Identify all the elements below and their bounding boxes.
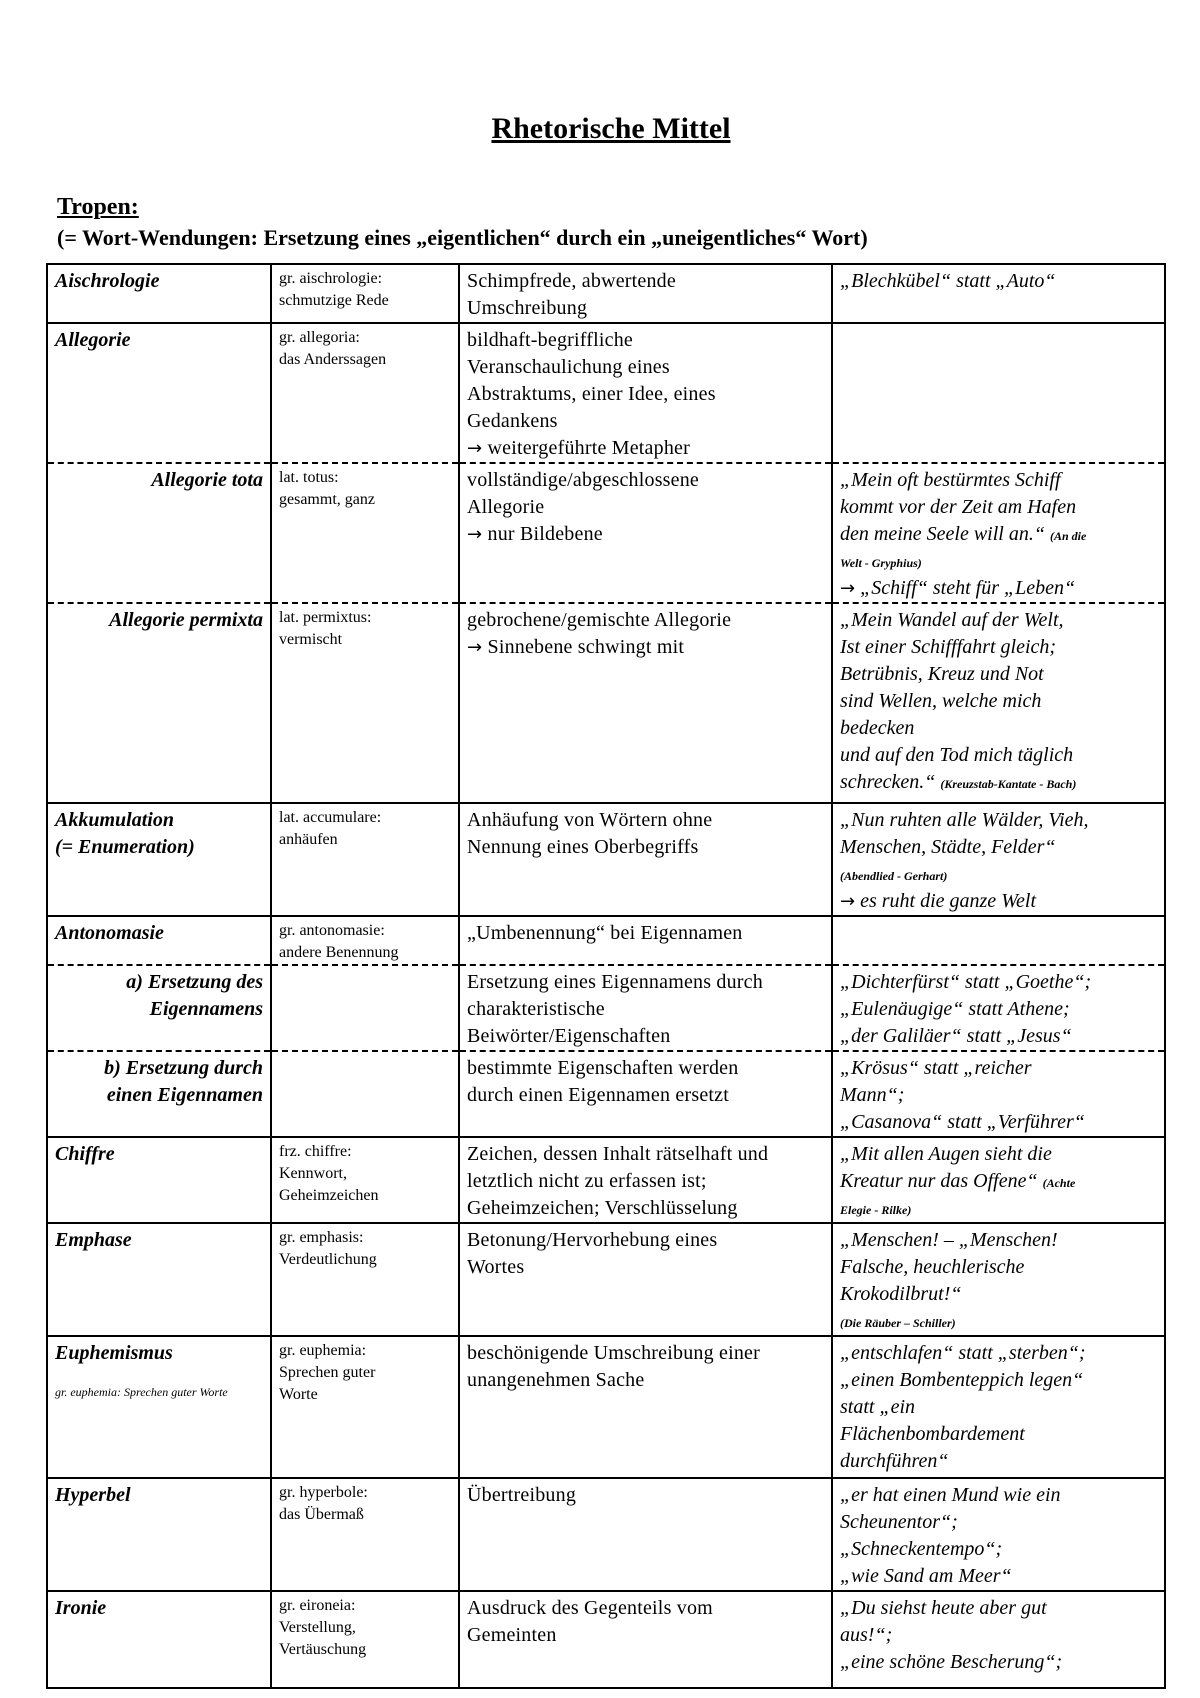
description-line: Wortes	[467, 1256, 525, 1278]
term-name	[55, 807, 263, 861]
term-name	[55, 1595, 263, 1622]
etymology-line: das Übermaß	[279, 1506, 364, 1523]
example-source: Welt - Gryphius)	[840, 556, 922, 570]
example-text: Kreatur nur das Offene“	[840, 1170, 1038, 1192]
example-line	[840, 1168, 1157, 1195]
example-text: Krokodilbrut!“	[840, 1283, 962, 1305]
example-line	[840, 807, 1157, 834]
example-line	[840, 1254, 1157, 1281]
example-text: schrecken.“	[840, 771, 936, 793]
term-cell	[47, 916, 271, 965]
example-line	[840, 1195, 1157, 1222]
term-cell	[47, 1137, 271, 1223]
example-text: „Eulenäugige“ statt Athene;	[840, 998, 1070, 1020]
example-text: „Dichterfürst“ statt „Goethe“;	[840, 971, 1092, 993]
example-line	[840, 1082, 1157, 1109]
example-line	[840, 575, 1157, 602]
example-line	[840, 1055, 1157, 1082]
etymology-line: Geheimzeichen	[279, 1187, 379, 1204]
etymology-line: schmutzige Rede	[279, 292, 389, 309]
example-text: „Mit allen Augen sieht die	[840, 1143, 1052, 1165]
example-source: (Achte	[1042, 1176, 1076, 1190]
description-cell	[459, 1336, 832, 1478]
etymology-line: frz. chiffre:	[279, 1143, 352, 1160]
example-text: „Blechkübel“ statt „Auto“	[840, 270, 1056, 292]
term-line: Allegorie permixta	[109, 609, 263, 631]
etymology-cell	[271, 916, 459, 965]
etymology-line: gr. aischrologie:	[279, 270, 383, 287]
term-cell	[47, 463, 271, 603]
example-text: „Schiff“ steht für „Leben“	[860, 577, 1076, 599]
description-cell	[459, 264, 832, 323]
etymology-line: gr. allegoria:	[279, 329, 360, 346]
example-cell	[832, 1223, 1165, 1336]
etymology-line: gr. euphemia:	[279, 1342, 367, 1359]
description-line: durch einen Eigennamen ersetzt	[467, 1084, 729, 1106]
example-source: (Abendlied - Gerhart)	[840, 869, 948, 883]
etymology-line: das Anderssagen	[279, 351, 387, 368]
term-line: Chiffre	[55, 1143, 115, 1165]
example-line	[840, 521, 1157, 548]
description-line: Übertreibung	[467, 1484, 577, 1506]
term-line: Hyperbel	[55, 1484, 131, 1506]
description-line: Betonung/Hervorhebung eines	[467, 1229, 718, 1251]
example-cell	[832, 965, 1165, 1051]
term-cell	[47, 603, 271, 803]
table-row	[47, 603, 1165, 803]
term-name	[55, 467, 263, 494]
example-line	[840, 634, 1157, 661]
example-cell	[832, 603, 1165, 803]
description-cell	[459, 1051, 832, 1137]
term-line: Eigennamens	[149, 998, 263, 1020]
etymology-cell	[271, 965, 459, 1051]
example-text: bedecken	[840, 717, 915, 739]
example-text: kommt vor der Zeit am Hafen	[840, 496, 1077, 518]
table-row	[47, 323, 1165, 463]
description-line	[467, 521, 824, 548]
etymology-line: lat. totus:	[279, 469, 339, 486]
example-text: „der Galiläer“ statt „Jesus“	[840, 1025, 1072, 1047]
etymology-line: Verdeutlichung	[279, 1251, 377, 1268]
example-cell	[832, 1591, 1165, 1688]
example-line	[840, 1563, 1157, 1590]
description-line: Ausdruck des Gegenteils vom	[467, 1597, 713, 1619]
example-cell	[832, 1051, 1165, 1137]
example-line	[840, 688, 1157, 715]
example-text: „Du siehst heute aber gut	[840, 1597, 1047, 1619]
description-line: „Umbenennung“ bei Eigennamen	[467, 922, 743, 944]
term-line: (= Enumeration)	[55, 836, 195, 858]
description-cell	[459, 965, 832, 1051]
description-line: Anhäufung von Wörtern ohne	[467, 809, 713, 831]
description-line: Gedankens	[467, 410, 558, 432]
table-row	[47, 1137, 1165, 1223]
table-row	[47, 264, 1165, 323]
etymology-line: gesammt, ganz	[279, 491, 375, 508]
description-cell	[459, 1223, 832, 1336]
example-line	[840, 1448, 1157, 1475]
description-cell	[459, 463, 832, 603]
term-line: Emphase	[55, 1229, 132, 1251]
example-cell	[832, 264, 1165, 323]
example-text: „wie Sand am Meer“	[840, 1565, 1012, 1587]
description-line: gebrochene/gemischte Allegorie	[467, 609, 732, 631]
example-line	[840, 715, 1157, 742]
description-line: Abstraktums, einer Idee, eines	[467, 383, 716, 405]
example-text: „Mein oft bestürmtes Schiff	[840, 469, 1061, 491]
etymology-line: gr. eironeia:	[279, 1597, 356, 1614]
term-line: Aischrologie	[55, 270, 160, 292]
etymology-line: gr. emphasis:	[279, 1229, 364, 1246]
example-line	[840, 1394, 1157, 1421]
rhetoric-table-body	[47, 264, 1165, 1688]
example-source: (Die Räuber – Schiller)	[840, 1316, 956, 1330]
description-line: Umschreibung	[467, 297, 588, 319]
example-line	[840, 1281, 1157, 1308]
example-text: den meine Seele will an.“	[840, 523, 1045, 545]
description-text: Sinnebene schwingt mit	[487, 636, 685, 658]
table-row	[47, 1336, 1165, 1478]
table-row	[47, 1591, 1165, 1688]
example-source: (Kreuzstab-Kantate - Bach)	[940, 777, 1077, 791]
example-line	[840, 494, 1157, 521]
etymology-cell	[271, 1223, 459, 1336]
example-text: „Mein Wandel auf der Welt,	[840, 609, 1064, 631]
example-text: sind Wellen, welche mich	[840, 690, 1042, 712]
description-text: nur Bildebene	[487, 523, 603, 545]
etymology-line: vermischt	[279, 631, 343, 648]
description-cell	[459, 916, 832, 965]
example-line	[840, 834, 1157, 861]
term-cell	[47, 1223, 271, 1336]
example-line	[840, 1023, 1157, 1050]
term-cell	[47, 1336, 271, 1478]
description-text: weitergeführte Metapher	[487, 437, 690, 459]
etymology-line: Verstellung,	[279, 1619, 356, 1636]
example-line	[840, 1649, 1157, 1676]
example-line	[840, 467, 1157, 494]
example-line	[840, 268, 1157, 295]
table-row	[47, 1051, 1165, 1137]
term-note: gr. euphemia: Sprechen guter Worte	[55, 1385, 228, 1399]
example-line	[840, 1509, 1157, 1536]
etymology-line: andere Benennung	[279, 944, 399, 961]
description-line: unangenehmen Sache	[467, 1369, 645, 1391]
arrow-right-icon: →	[840, 891, 856, 912]
etymology-line: gr. hyperbole:	[279, 1484, 368, 1501]
example-line	[840, 769, 1157, 796]
term-name	[55, 1227, 263, 1254]
example-text: „Schneckentempo“;	[840, 1538, 1003, 1560]
term-cell	[47, 1478, 271, 1591]
etymology-cell	[271, 264, 459, 323]
description-line: Schimpfrede, abwertende	[467, 270, 676, 292]
example-line	[840, 1340, 1157, 1367]
description-line: Nennung eines Oberbegriffs	[467, 836, 699, 858]
term-line: Allegorie tota	[151, 469, 263, 491]
term-line: einen Eigennamen	[106, 1084, 263, 1106]
term-cell	[47, 803, 271, 916]
etymology-cell	[271, 463, 459, 603]
example-cell	[832, 1478, 1165, 1591]
etymology-cell	[271, 803, 459, 916]
description-cell	[459, 1591, 832, 1688]
term-name	[55, 969, 263, 1023]
term-name	[55, 1340, 263, 1367]
page-title: Rhetorische Mittel	[491, 112, 731, 145]
etymology-line: Kennwort,	[279, 1165, 347, 1182]
example-line	[840, 969, 1157, 996]
example-line	[840, 1536, 1157, 1563]
example-cell	[832, 1137, 1165, 1223]
term-name	[55, 1055, 263, 1109]
term-cell	[47, 1051, 271, 1137]
example-text: „Menschen! – „Menschen!	[840, 1229, 1058, 1251]
example-text: Menschen, Städte, Felder“	[840, 836, 1056, 858]
example-line	[840, 742, 1157, 769]
term-line: Antonomasie	[55, 922, 164, 944]
etymology-cell	[271, 323, 459, 463]
term-name	[55, 327, 263, 354]
example-line	[840, 1141, 1157, 1168]
etymology-cell	[271, 1591, 459, 1688]
example-text: „eine schöne Bescherung“;	[840, 1651, 1063, 1673]
example-cell	[832, 323, 1165, 463]
example-text: „einen Bombenteppich legen“	[840, 1369, 1084, 1391]
example-cell	[832, 803, 1165, 916]
description-line: bildhaft-begriffliche	[467, 329, 633, 351]
term-name	[55, 268, 263, 295]
example-cell	[832, 1336, 1165, 1478]
description-cell	[459, 803, 832, 916]
example-line	[840, 996, 1157, 1023]
description-line: Veranschaulichung eines	[467, 356, 670, 378]
description-line	[467, 634, 824, 661]
table-row	[47, 1223, 1165, 1336]
etymology-cell	[271, 1478, 459, 1591]
table-row	[47, 463, 1165, 603]
section-heading: Tropen:	[57, 194, 139, 220]
etymology-line: lat. permixtus:	[279, 609, 372, 626]
example-text: durchführen“	[840, 1450, 949, 1472]
example-text: „entschlafen“ statt „sterben“;	[840, 1342, 1086, 1364]
description-cell	[459, 1137, 832, 1223]
arrow-right-icon: →	[840, 578, 856, 599]
term-line: a) Ersetzung des	[126, 971, 263, 993]
example-line	[840, 1622, 1157, 1649]
description-line: beschönigende Umschreibung einer	[467, 1342, 760, 1364]
description-line	[467, 435, 824, 462]
etymology-cell	[271, 1137, 459, 1223]
arrow-right-icon: →	[467, 524, 483, 545]
section-subheading: (= Wort-Wendungen: Ersetzung eines „eigentlichen“ durch ein „uneigentliches“ Wort)	[57, 225, 868, 250]
description-line: charakteristische	[467, 998, 605, 1020]
etymology-cell	[271, 1051, 459, 1137]
example-line	[840, 1421, 1157, 1448]
term-cell	[47, 965, 271, 1051]
etymology-line: Worte	[279, 1386, 318, 1403]
example-cell	[832, 463, 1165, 603]
term-name	[55, 607, 263, 634]
description-line: Geheimzeichen; Verschlüsselung	[467, 1197, 738, 1219]
term-line: Allegorie	[55, 329, 131, 351]
example-text: Betrübnis, Kreuz und Not	[840, 663, 1044, 685]
description-line: bestimmte Eigenschaften werden	[467, 1057, 739, 1079]
term-cell	[47, 264, 271, 323]
example-cell	[832, 916, 1165, 965]
example-text: „Nun ruhten alle Wälder, Vieh,	[840, 809, 1089, 831]
term-line: Ironie	[55, 1597, 107, 1619]
description-line: vollständige/abgeschlossene	[467, 469, 700, 491]
etymology-line: gr. antonomasie:	[279, 922, 385, 939]
term-name	[55, 1141, 263, 1168]
example-line	[840, 607, 1157, 634]
example-text: und auf den Tod mich täglich	[840, 744, 1074, 766]
example-line	[840, 1109, 1157, 1136]
arrow-right-icon: →	[467, 438, 483, 459]
example-text: „er hat einen Mund wie ein	[840, 1484, 1061, 1506]
example-line	[840, 861, 1157, 888]
term-cell	[47, 1591, 271, 1688]
term-line: Euphemismus	[55, 1342, 173, 1364]
etymology-line: Sprechen guter	[279, 1364, 376, 1381]
example-text: Falsche, heuchlerische	[840, 1256, 1025, 1278]
description-cell	[459, 1478, 832, 1591]
example-text: „Casanova“ statt „Verführer“	[840, 1111, 1085, 1133]
term-line: b) Ersetzung durch	[104, 1057, 263, 1079]
table-row	[47, 916, 1165, 965]
example-text: Mann“;	[840, 1084, 905, 1106]
example-text: Scheunentor“;	[840, 1511, 958, 1533]
rhetoric-table	[46, 263, 1166, 1689]
description-cell	[459, 603, 832, 803]
example-text: es ruht die ganze Welt	[860, 890, 1037, 912]
example-line	[840, 661, 1157, 688]
description-line: letztlich nicht zu erfassen ist;	[467, 1170, 707, 1192]
arrow-right-icon: →	[467, 637, 483, 658]
etymology-line: anhäufen	[279, 831, 338, 848]
term-name	[55, 1482, 263, 1509]
etymology-line: lat. accumulare:	[279, 809, 382, 826]
description-line: Ersetzung eines Eigennamens durch	[467, 971, 763, 993]
example-text: „Krösus“ statt „reicher	[840, 1057, 1032, 1079]
description-line: Allegorie	[467, 496, 545, 518]
table-row	[47, 1478, 1165, 1591]
example-source: (An die	[1049, 529, 1087, 543]
example-text: statt „ein	[840, 1396, 916, 1418]
example-text: aus!“;	[840, 1624, 893, 1646]
description-line: Beiwörter/Eigenschaften	[467, 1025, 671, 1047]
example-line	[840, 1227, 1157, 1254]
description-cell	[459, 323, 832, 463]
example-line	[840, 888, 1157, 915]
example-text: Flächenbombardement	[840, 1423, 1025, 1445]
term-line: Akkumulation	[55, 809, 174, 831]
example-text: Ist einer Schifffahrt gleich;	[840, 636, 1057, 658]
etymology-line: Vertäuschung	[279, 1641, 367, 1658]
example-line	[840, 1367, 1157, 1394]
description-line: Gemeinten	[467, 1624, 557, 1646]
example-source: Elegie - Rilke)	[840, 1203, 912, 1217]
etymology-cell	[271, 603, 459, 803]
example-line	[840, 1308, 1157, 1335]
term-cell	[47, 323, 271, 463]
example-line	[840, 548, 1157, 575]
example-line	[840, 1595, 1157, 1622]
table-row	[47, 965, 1165, 1051]
term-name	[55, 920, 263, 947]
table-row	[47, 803, 1165, 916]
etymology-cell	[271, 1336, 459, 1478]
example-line	[840, 1482, 1157, 1509]
description-line: Zeichen, dessen Inhalt rätselhaft und	[467, 1143, 769, 1165]
